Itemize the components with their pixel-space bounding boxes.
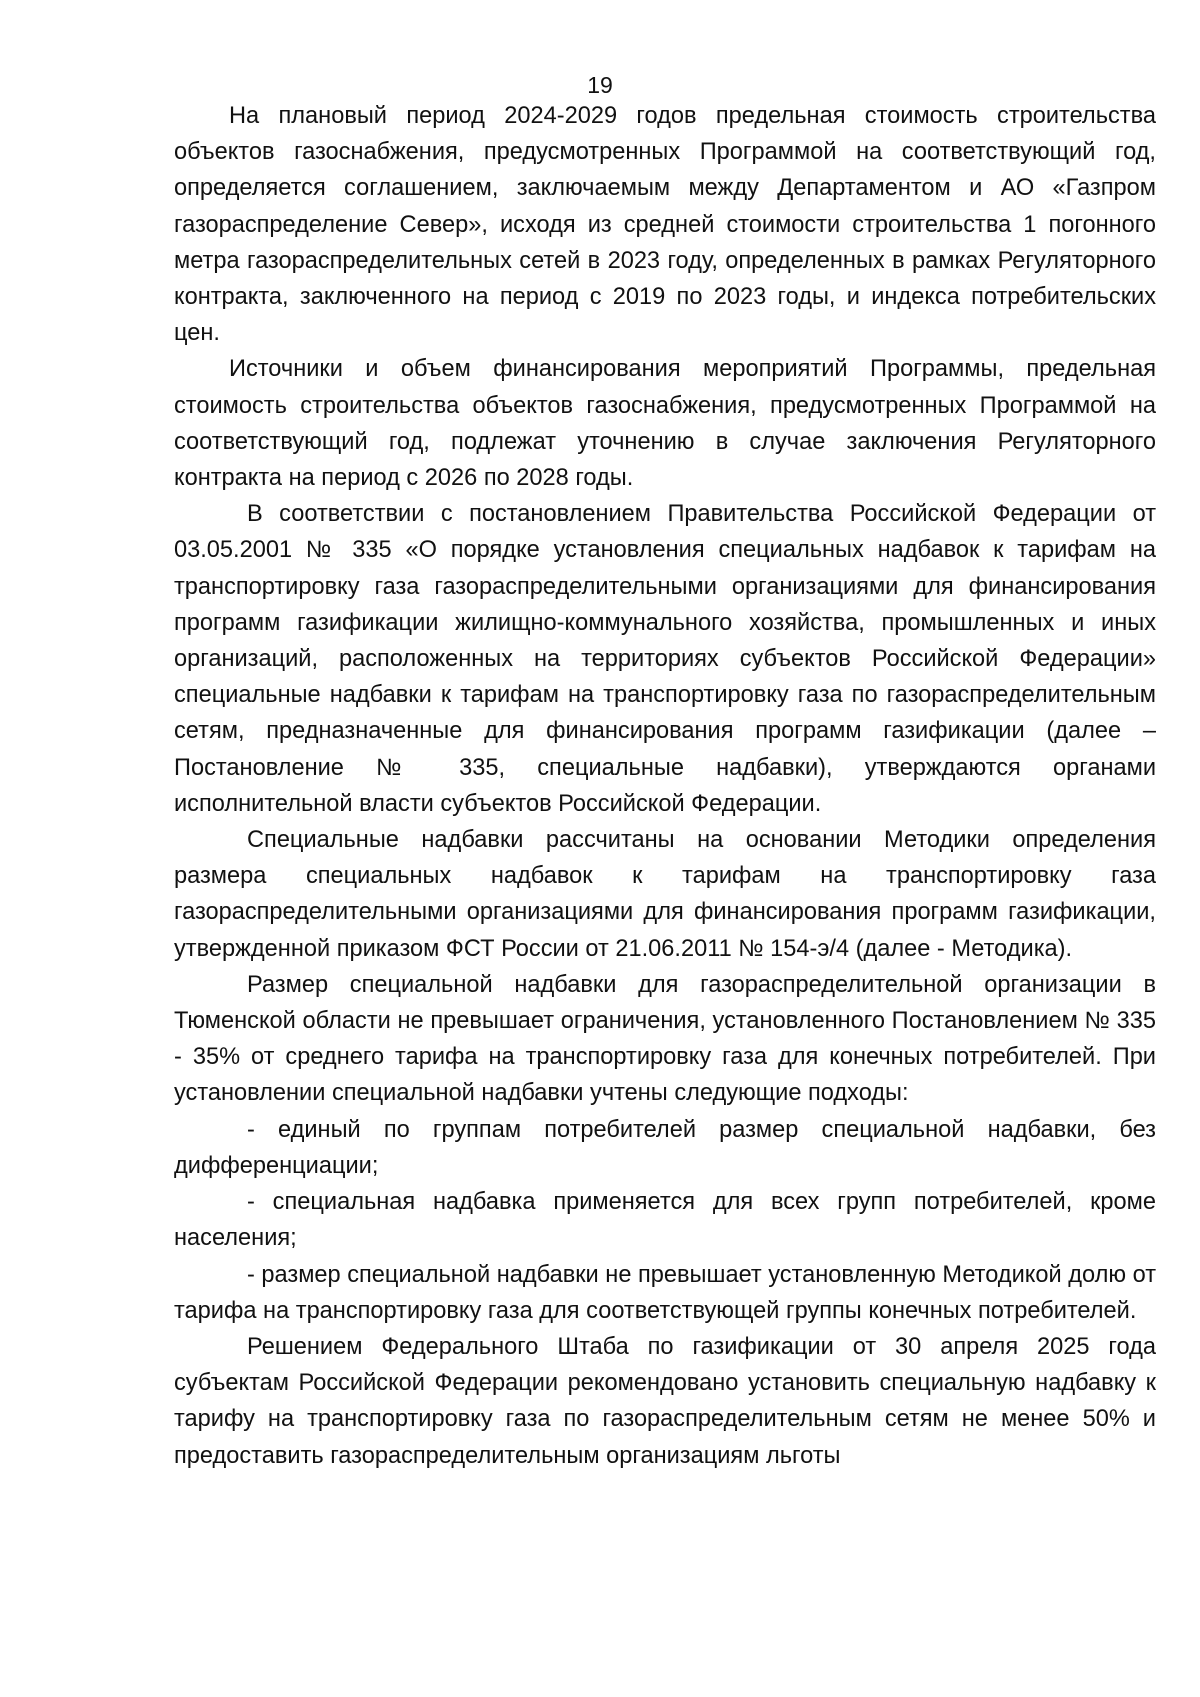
paragraph-financing-sources: Источники и объем финансирования мероприятий Программы, предельная стоимость строительства объектов газоснабжения, предусмотренных Программой на соответствующий год, подлежат уточнению в случае заключения Регуляторного контракта на период с 2026 по 2028 годы. xyxy=(174,356,1156,492)
list-item-all-groups-except-population: - специальная надбавка применяется для всех групп потребителей, кроме населения; xyxy=(174,1189,1156,1252)
page-number: 19 xyxy=(587,72,613,98)
list-item-share-limit: - размер специальной надбавки не превышает установленную Методикой долю от тарифа на транспортировку газа для соответствующей группы конечных потребителей. xyxy=(174,1261,1156,1324)
paragraph-surcharge-size: Размер специальной надбавки для газораспределительной организации в Тюменской области не превышает ограничения, установленного Постановлением № 335 - 35% от среднего тарифа на транспортировку газа для конечных потребителей. При установлении специальной надбавки учтены следующие подходы: xyxy=(174,971,1156,1107)
list-item-unified-surcharge: - единый по группам потребителей размер специальной надбавки, без дифференциации; xyxy=(174,1116,1156,1179)
paragraph-planned-period-cost: На плановый период 2024-2029 годов предельная стоимость строительства объектов газоснабжения, предусмотренных Программой на соответствующий год, определяется соглашением, заключаемым между Департаментом и АО «Газпром газораспределение Север», исходя из средней стоимости строительства 1 погонного метра газораспределительных сетей в 2023 году, определенных в рамках Регуляторного контракта, заключенного на период с 2019 по 2023 годы, и индекса потребительских цен. xyxy=(174,103,1156,347)
document-body xyxy=(174,98,1156,1474)
paragraph-methodology: Специальные надбавки рассчитаны на основании Методики определения размера специальных надбавок к тарифам на транспортировку газа газораспределительными организациями для финансирования программ газификации, утвержденной приказом ФСТ России от 21.06.2011 № 154-э/4 (далее - Методика). xyxy=(174,827,1156,962)
paragraph-government-resolution-335: В соответствии с постановлением Правительства Российской Федерации от 03.05.2001 № 335 «О порядке установления специальных надбавок к тарифам на транспортировку газа газораспределительными организациями для финансирования программ газификации жилищно-коммунального хозяйства, промышленных и иных организаций, расположенных на территориях субъектов Российской Федерации» специальные надбавки к тарифам на транспортировку газа по газораспределительным сетям, предназначенные для финансирования программ газификации (далее – Постановление № 335, специальные надбавки), утверждаются органами исполнительной власти субъектов Российской Федерации. xyxy=(174,501,1156,817)
paragraph-federal-headquarters-decision: Решением Федерального Штаба по газификации от 30 апреля 2025 года субъектам Российской Федерации рекомендовано установить специальную надбавку к тарифу на транспортировку газа по газораспределительным сетям не менее 50% и предоставить газораспределительным организациям льготы xyxy=(174,1333,1156,1469)
